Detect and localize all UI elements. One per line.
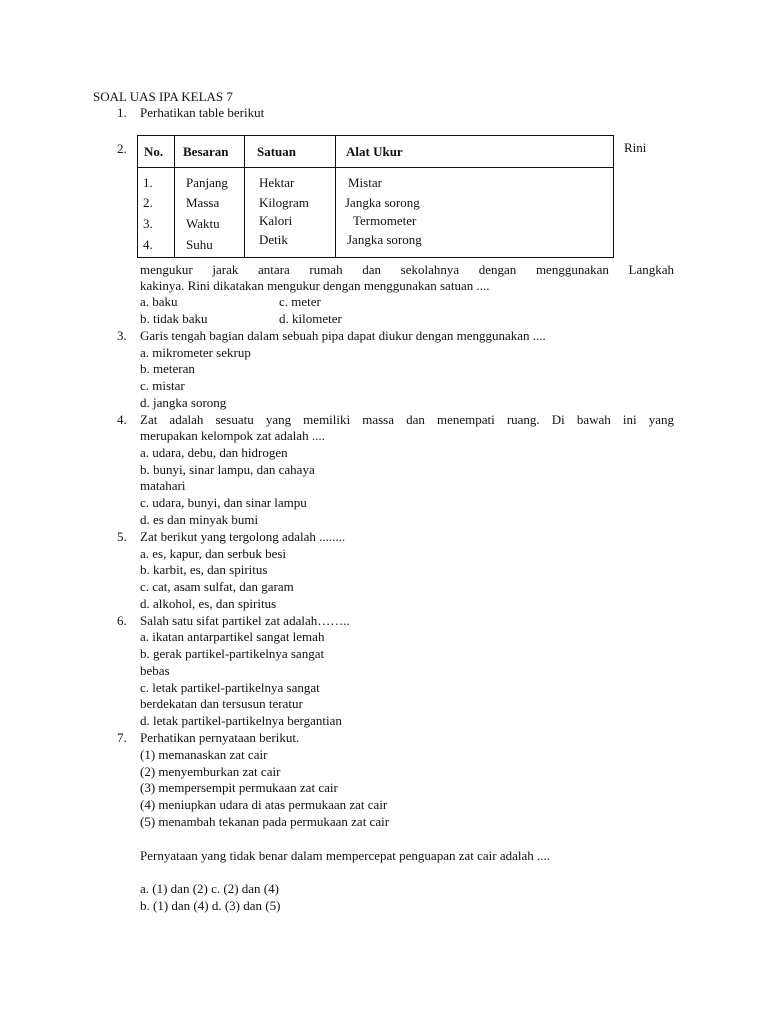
- table-cell: Massa: [186, 195, 220, 210]
- q6-option: bebas: [140, 663, 170, 678]
- table-col-alat-ukur: [336, 168, 614, 258]
- table-cell: Detik: [259, 232, 288, 247]
- table-cell: 3.: [143, 216, 153, 231]
- table-cell: 1.: [143, 175, 153, 190]
- q2-number: 2.: [117, 141, 127, 156]
- q6-text: Salah satu sifat partikel zat adalah……..: [140, 613, 350, 628]
- table-cell: Kalori: [259, 213, 293, 228]
- q2-option-d: d. kilometer: [279, 311, 342, 326]
- q7-item: (4) meniupkan udara di atas permukaan zat cair: [140, 797, 388, 812]
- q1-text: Perhatikan table berikut: [140, 105, 265, 120]
- table-cell: Jangka sorong: [345, 195, 420, 210]
- q7-answers-line2: b. (1) dan (4) d. (3) dan (5): [140, 898, 281, 913]
- q2-option-a: a. baku: [140, 294, 178, 309]
- q4-option: d. es dan minyak bumi: [140, 512, 259, 527]
- table-col-satuan: [245, 168, 336, 258]
- q4-option: matahari: [140, 478, 186, 493]
- table-header-alat-ukur: Alat Ukur: [336, 136, 614, 168]
- q7-text: Perhatikan pernyataan berikut.: [140, 730, 300, 745]
- q3-number: 3.: [117, 328, 127, 343]
- q6-option: berdekatan dan tersusun teratur: [140, 696, 303, 711]
- q5-number: 5.: [117, 529, 127, 544]
- q4-option: b. bunyi, sinar lampu, dan cahaya: [140, 462, 315, 477]
- q5-option: c. cat, asam sulfat, dan garam: [140, 579, 294, 594]
- table-cell: Waktu: [186, 216, 220, 231]
- table-cell: 2.: [143, 195, 153, 210]
- table-col-no: [138, 168, 175, 258]
- q2-text-line2: kakinya. Rini dikatakan mengukur dengan menggunakan satuan ....: [140, 278, 490, 293]
- table-cell: Hektar: [259, 175, 295, 190]
- table-cell: Kilogram: [259, 195, 309, 210]
- q4-option: a. udara, debu, dan hidrogen: [140, 445, 288, 460]
- q6-option: d. letak partikel-partikelnya bergantian: [140, 713, 342, 728]
- table-header-besaran: Besaran: [175, 136, 245, 168]
- q2-text-line1: mengukur jarak antara rumah dan sekolahnya dengan menggunakan Langkah: [140, 262, 674, 277]
- q6-option: b. gerak partikel-partikelnya sangat: [140, 646, 325, 661]
- q6-number: 6.: [117, 613, 127, 628]
- table-header-no: No.: [138, 136, 175, 168]
- table-cell: Termometer: [353, 213, 417, 228]
- q7-item: (1) memanaskan zat cair: [140, 747, 268, 762]
- q2-option-c: c. meter: [279, 294, 321, 309]
- q4-option: c. udara, bunyi, dan sinar lampu: [140, 495, 307, 510]
- q4-text-line2: merupakan kelompok zat adalah ....: [140, 428, 325, 443]
- document-title: SOAL UAS IPA KELAS 7: [93, 89, 233, 104]
- q3-text: Garis tengah bagian dalam sebuah pipa dapat diukur dengan menggunakan ....: [140, 328, 546, 343]
- table-cell: Mistar: [348, 175, 382, 190]
- q6-option: c. letak partikel-partikelnya sangat: [140, 680, 320, 695]
- table-cell: Panjang: [186, 175, 228, 190]
- q7-answers-line1: a. (1) dan (2) c. (2) dan (4): [140, 881, 279, 896]
- q7-item: (3) mempersempit permukaan zat cair: [140, 780, 338, 795]
- table-cell: 4.: [143, 237, 153, 252]
- q7-number: 7.: [117, 730, 127, 745]
- q3-option: a. mikrometer sekrup: [140, 345, 251, 360]
- q4-number: 4.: [117, 412, 127, 427]
- table-header-satuan: Satuan: [245, 136, 336, 168]
- q7-question: Pernyataan yang tidak benar dalam mempercepat penguapan zat cair adalah ....: [140, 848, 551, 863]
- q2-option-b: b. tidak baku: [140, 311, 208, 326]
- measurement-table: [137, 135, 614, 258]
- q6-option: a. ikatan antarpartikel sangat lemah: [140, 629, 325, 644]
- q2-side-text: Rini: [624, 140, 647, 155]
- q3-option: b. meteran: [140, 361, 195, 376]
- table-cell: Suhu: [186, 237, 213, 252]
- q5-option: d. alkohol, es, dan spiritus: [140, 596, 277, 611]
- q5-option: b. karbit, es, dan spiritus: [140, 562, 268, 577]
- q5-option: a. es, kapur, dan serbuk besi: [140, 546, 287, 561]
- table-col-besaran: [175, 168, 245, 258]
- q7-item: (5) menambah tekanan pada permukaan zat cair: [140, 814, 390, 829]
- q3-option: c. mistar: [140, 378, 185, 393]
- q3-option: d. jangka sorong: [140, 395, 227, 410]
- q1-number: 1.: [117, 105, 127, 120]
- q4-text-line1: Zat adalah sesuatu yang memiliki massa dan menempati ruang. Di bawah ini yang: [140, 412, 674, 427]
- q5-text: Zat berikut yang tergolong adalah ........: [140, 529, 346, 544]
- table-cell: Jangka sorong: [347, 232, 422, 247]
- q7-item: (2) menyemburkan zat cair: [140, 764, 281, 779]
